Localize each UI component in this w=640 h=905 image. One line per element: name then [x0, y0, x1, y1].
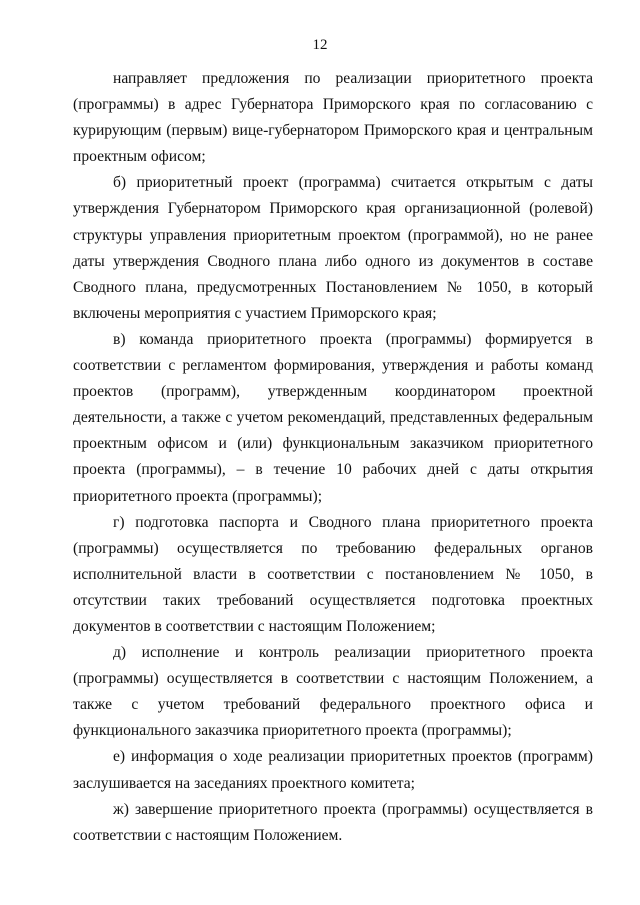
paragraph-g: г) подготовка паспорта и Сводного плана приоритетного проекта (программы) осуществляется по требованию федеральных органов исполнительной власти в соответствии с постановлением № 1050, в отсутствии таких требований осуществляется подготовка проектных документов в соответствии с настоящим Положением; — [73, 513, 593, 635]
paragraph-v: в) команда приоритетного проекта (программы) формируется в соответствии с регламентом формирования, утверждения и работы команд проектов (программ), утвержденным координатором проектной деятельности, а также с учетом рекомендаций, представленных федеральным проектным офисом и (или) функциональным заказчиком приоритетного проекта (программы), – в течение 10 рабочих дней с даты открытия приоритетного проекта (программы); — [73, 330, 593, 505]
paragraph-e: е) информация о ходе реализации приоритетных проектов (программ) заслушивается на заседаниях проектного комитета; — [73, 748, 593, 792]
document-body — [73, 66, 593, 849]
page-number: 12 — [312, 37, 328, 53]
paragraph-d: д) исполнение и контроль реализации приоритетного проекта (программы) осуществляется в соответствии с настоящим Положением, а также с учетом требований федерального проектного офиса и функционального заказчика приоритетного проекта (программы); — [73, 644, 593, 740]
paragraph-b: б) приоритетный проект (программа) считается открытым с даты утверждения Губернатором Приморского края организационной (ролевой) структуры управления приоритетным проектом (программой), но не ранее даты утверждения Сводного плана либо одного из документов в составе Сводного плана, предусмотренных Постановлением № 1050, в который включены мероприятия с участием Приморского края; — [73, 174, 593, 322]
paragraph-zh: ж) завершение приоритетного проекта (программы) осуществляется в соответствии с настоящим Положением. — [73, 800, 593, 844]
paragraph-continuation: направляет предложения по реализации приоритетного проекта (программы) в адрес Губернатора Приморского края по согласованию с курирующим (первым) вице-губернатором Приморского края и центральным проектным офисом; — [73, 70, 593, 166]
